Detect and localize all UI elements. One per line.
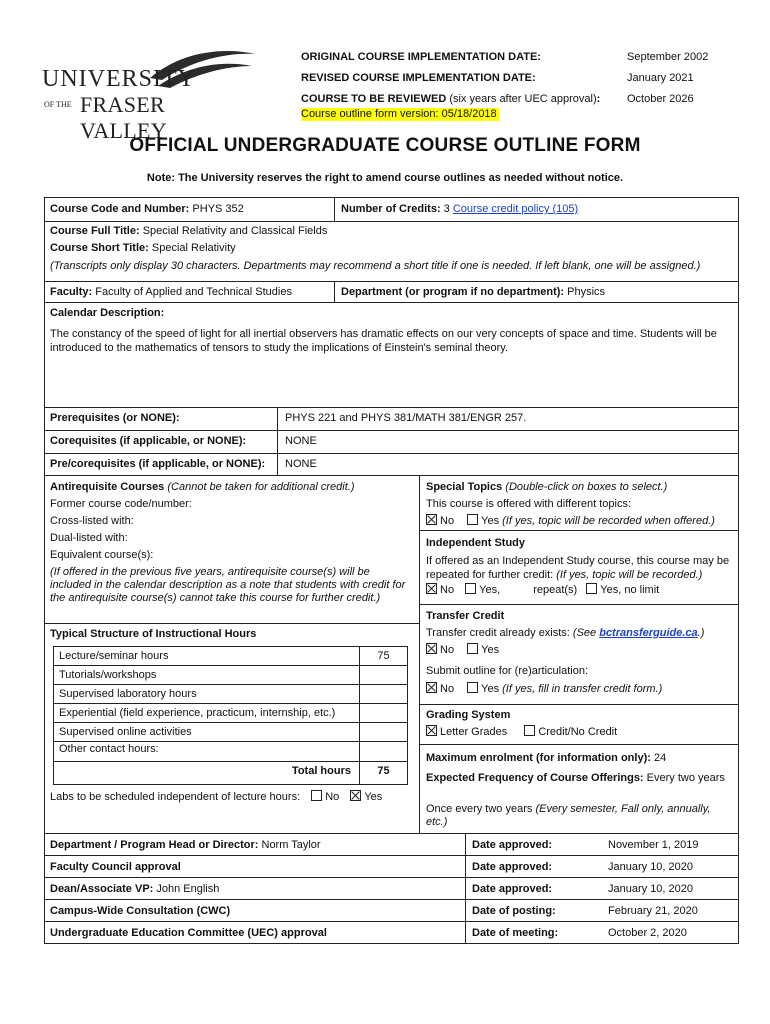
transfer-no-checkbox[interactable] bbox=[426, 643, 437, 654]
transfer-yes-checkbox[interactable] bbox=[467, 643, 478, 654]
hours-row bbox=[54, 723, 407, 742]
instructional-hours-heading: Typical Structure of Instructional Hours bbox=[50, 628, 257, 640]
hours-row-value[interactable] bbox=[360, 723, 407, 741]
hours-row-value[interactable]: 75 bbox=[377, 650, 390, 662]
dual-listed-with: Dual-listed with: bbox=[50, 532, 128, 544]
cross-listed-with: Cross-listed with: bbox=[50, 515, 134, 527]
precorequisites-value: NONE bbox=[285, 458, 317, 470]
logo-university-text: UNIVERSITY bbox=[42, 66, 196, 92]
frequency-note: Once every two years (Every semester, Fall only, annually, etc.) bbox=[426, 803, 711, 828]
total-hours-label: Total hours bbox=[54, 762, 360, 784]
approval-date-value: February 21, 2020 bbox=[608, 905, 698, 917]
precorequisites-label: Pre/corequisites (if applicable, or NONE): bbox=[50, 458, 266, 470]
credit-no-credit-checkbox[interactable] bbox=[524, 725, 535, 736]
course-full-title-field: Course Full Title: Special Relativity and Classical Fields bbox=[50, 225, 328, 237]
articulation-text: Submit outline for (re)articulation: bbox=[426, 665, 589, 677]
labs-no-checkbox[interactable] bbox=[311, 790, 322, 801]
special-topics-options: No Yes (If yes, topic will be recorded when offered.) bbox=[426, 514, 715, 528]
approval-cwc: Campus-Wide Consultation (CWC) bbox=[50, 905, 231, 917]
transfer-credit-heading: Transfer Credit bbox=[426, 610, 505, 622]
letter-grades-checkbox[interactable] bbox=[426, 725, 437, 736]
implementation-dates bbox=[301, 50, 731, 113]
faculty-field: Faculty: Faculty of Applied and Technical Studies bbox=[50, 286, 292, 298]
course-short-title-field: Course Short Title: Special Relativity bbox=[50, 242, 236, 254]
transfer-credit-exists: Transfer credit already exists: (See bctransferguide.ca.) bbox=[426, 627, 705, 639]
approval-date-value: January 10, 2020 bbox=[608, 861, 694, 873]
approval-date-label: Date approved: bbox=[472, 839, 553, 851]
hours-row bbox=[54, 704, 407, 723]
approval-faculty-council: Faculty Council approval bbox=[50, 861, 181, 873]
approval-date-label: Date of meeting: bbox=[472, 927, 559, 939]
total-hours-value: 75 bbox=[377, 765, 390, 777]
expected-frequency: Expected Frequency of Course Offerings: Every two years bbox=[426, 772, 725, 784]
special-topics-text: This course is offered with different topics: bbox=[426, 498, 632, 510]
articulation-no-checkbox[interactable] bbox=[426, 682, 437, 693]
corequisites-label: Corequisites (if applicable, or NONE): bbox=[50, 435, 247, 447]
form-version-highlight: Course outline form version: 05/18/2018 bbox=[301, 108, 497, 120]
original-date-label: ORIGINAL COURSE IMPLEMENTATION DATE: bbox=[301, 51, 541, 63]
maximum-enrolment: Maximum enrolment (for information only): 24 bbox=[426, 752, 667, 764]
revised-date-row bbox=[301, 71, 731, 92]
course-code-field: Course Code and Number: PHYS 352 bbox=[50, 203, 244, 215]
approval-dean: Dean/Associate VP: John English bbox=[50, 883, 220, 895]
approval-date-value: January 10, 2020 bbox=[608, 883, 694, 895]
labs-scheduling: Labs to be scheduled independent of lecture hours: No Yes bbox=[50, 791, 383, 803]
bctransferguide-link[interactable]: bctransferguide.ca bbox=[599, 627, 698, 639]
hours-row-value[interactable] bbox=[360, 742, 407, 761]
logo-fraser-valley-text: FRASER VALLEY bbox=[80, 92, 167, 143]
hours-row-label: Tutorials/workshops bbox=[54, 666, 360, 684]
credit-policy-link[interactable]: Course credit policy (105) bbox=[452, 203, 579, 215]
independent-study-text: If offered as an Independent Study course, this course may be repeated for further credit: (If yes, topic will be recorded.) bbox=[426, 555, 730, 581]
articulation-yes-checkbox[interactable] bbox=[467, 682, 478, 693]
approval-uec: Undergraduate Education Committee (UEC) approval bbox=[50, 927, 327, 939]
original-date-row bbox=[301, 50, 731, 71]
calendar-description-label: Calendar Description: bbox=[50, 307, 165, 319]
hours-row bbox=[54, 685, 407, 704]
original-date-value: September 2002 bbox=[627, 51, 709, 63]
hours-row-label: Supervised online activities bbox=[54, 723, 360, 741]
former-course-code: Former course code/number: bbox=[50, 498, 192, 510]
credits-field: Number of Credits: 3 Course credit policy (105) bbox=[341, 203, 579, 215]
approval-date-value: October 2, 2020 bbox=[608, 927, 687, 939]
corequisites-value: NONE bbox=[285, 435, 317, 447]
prerequisites-value: PHYS 221 and PHYS 381/MATH 381/ENGR 257. bbox=[285, 412, 527, 424]
special-topics-yes-checkbox[interactable] bbox=[467, 514, 478, 525]
grading-system-heading: Grading System bbox=[426, 709, 511, 721]
page-title: OFFICIAL UNDERGRADUATE COURSE OUTLINE FORM bbox=[129, 135, 641, 156]
revised-date-label: REVISED COURSE IMPLEMENTATION DATE: bbox=[301, 72, 536, 84]
antirequisite-note: (If offered in the previous five years, antirequisite course(s) will be included in the calendar description as a note that students with credit for the antirequisite course(s) cannot take this course for further credit.) bbox=[50, 566, 406, 604]
approval-department-head: Department / Program Head or Director: Norm Taylor bbox=[50, 839, 321, 851]
hours-row-label: Other contact hours: bbox=[54, 742, 360, 761]
hours-row-value[interactable] bbox=[360, 704, 407, 722]
approval-date-label: Date of posting: bbox=[472, 905, 556, 917]
hours-row bbox=[54, 647, 407, 666]
instructional-hours-table bbox=[53, 646, 408, 785]
university-logo bbox=[40, 44, 255, 143]
special-topics-heading: Special Topics (Double-click on boxes to select.) bbox=[426, 481, 668, 493]
transcript-note: (Transcripts only display 30 characters. Departments may recommend a short title if one is needed. If left blank, one will be assigned.) bbox=[50, 260, 701, 272]
labs-yes-checkbox[interactable] bbox=[350, 790, 361, 801]
antirequisite-heading: Antirequisite Courses (Cannot be taken for additional credit.) bbox=[50, 481, 355, 493]
approval-date-value: November 1, 2019 bbox=[608, 839, 699, 851]
revised-date-value: January 2021 bbox=[627, 72, 694, 84]
review-date-label: COURSE TO BE REVIEWED (six years after UEC approval): bbox=[301, 93, 601, 105]
hours-row-value[interactable] bbox=[360, 666, 407, 684]
hours-row-label: Lecture/seminar hours bbox=[54, 647, 360, 665]
hours-row-label: Experiential (field experience, practicum, internship, etc.) bbox=[54, 704, 360, 722]
special-topics-no-checkbox[interactable] bbox=[426, 514, 437, 525]
department-field: Department (or program if no department): Physics bbox=[341, 286, 606, 298]
amendment-note: Note: The University reserves the right to amend course outlines as needed without notice. bbox=[146, 172, 624, 184]
hours-row bbox=[54, 742, 407, 762]
calendar-description-text: The constancy of the speed of light for all inertial observers has dramatic effects on our very concepts of space and time. Students will be introduced to the mathematics of tensors to study the implications of Einstein's seminal theory. bbox=[50, 328, 717, 354]
review-date-value: October 2026 bbox=[627, 93, 694, 105]
transfer-credit-options: No Yes bbox=[426, 643, 499, 657]
approval-date-label: Date approved: bbox=[472, 861, 553, 873]
independent-yes-checkbox[interactable] bbox=[465, 583, 476, 594]
hours-row-label: Supervised laboratory hours bbox=[54, 685, 360, 703]
approval-date-label: Date approved: bbox=[472, 883, 553, 895]
independent-study-heading: Independent Study bbox=[426, 537, 525, 549]
logo-of-the-text: OF THE bbox=[44, 100, 72, 109]
hours-row-value[interactable] bbox=[360, 685, 407, 703]
articulation-options: No Yes (If yes, fill in transfer credit form.) bbox=[426, 682, 662, 696]
total-hours-row bbox=[54, 762, 407, 784]
hours-row bbox=[54, 666, 407, 685]
prerequisites-label: Prerequisites (or NONE): bbox=[50, 412, 180, 424]
grading-options: Letter Grades Credit/No Credit bbox=[426, 725, 617, 739]
independent-no-checkbox[interactable] bbox=[426, 583, 437, 594]
independent-study-options: No Yes, repeat(s) Yes, no limit bbox=[426, 583, 659, 597]
equivalent-courses: Equivalent course(s): bbox=[50, 549, 154, 561]
independent-no-limit-checkbox[interactable] bbox=[586, 583, 597, 594]
